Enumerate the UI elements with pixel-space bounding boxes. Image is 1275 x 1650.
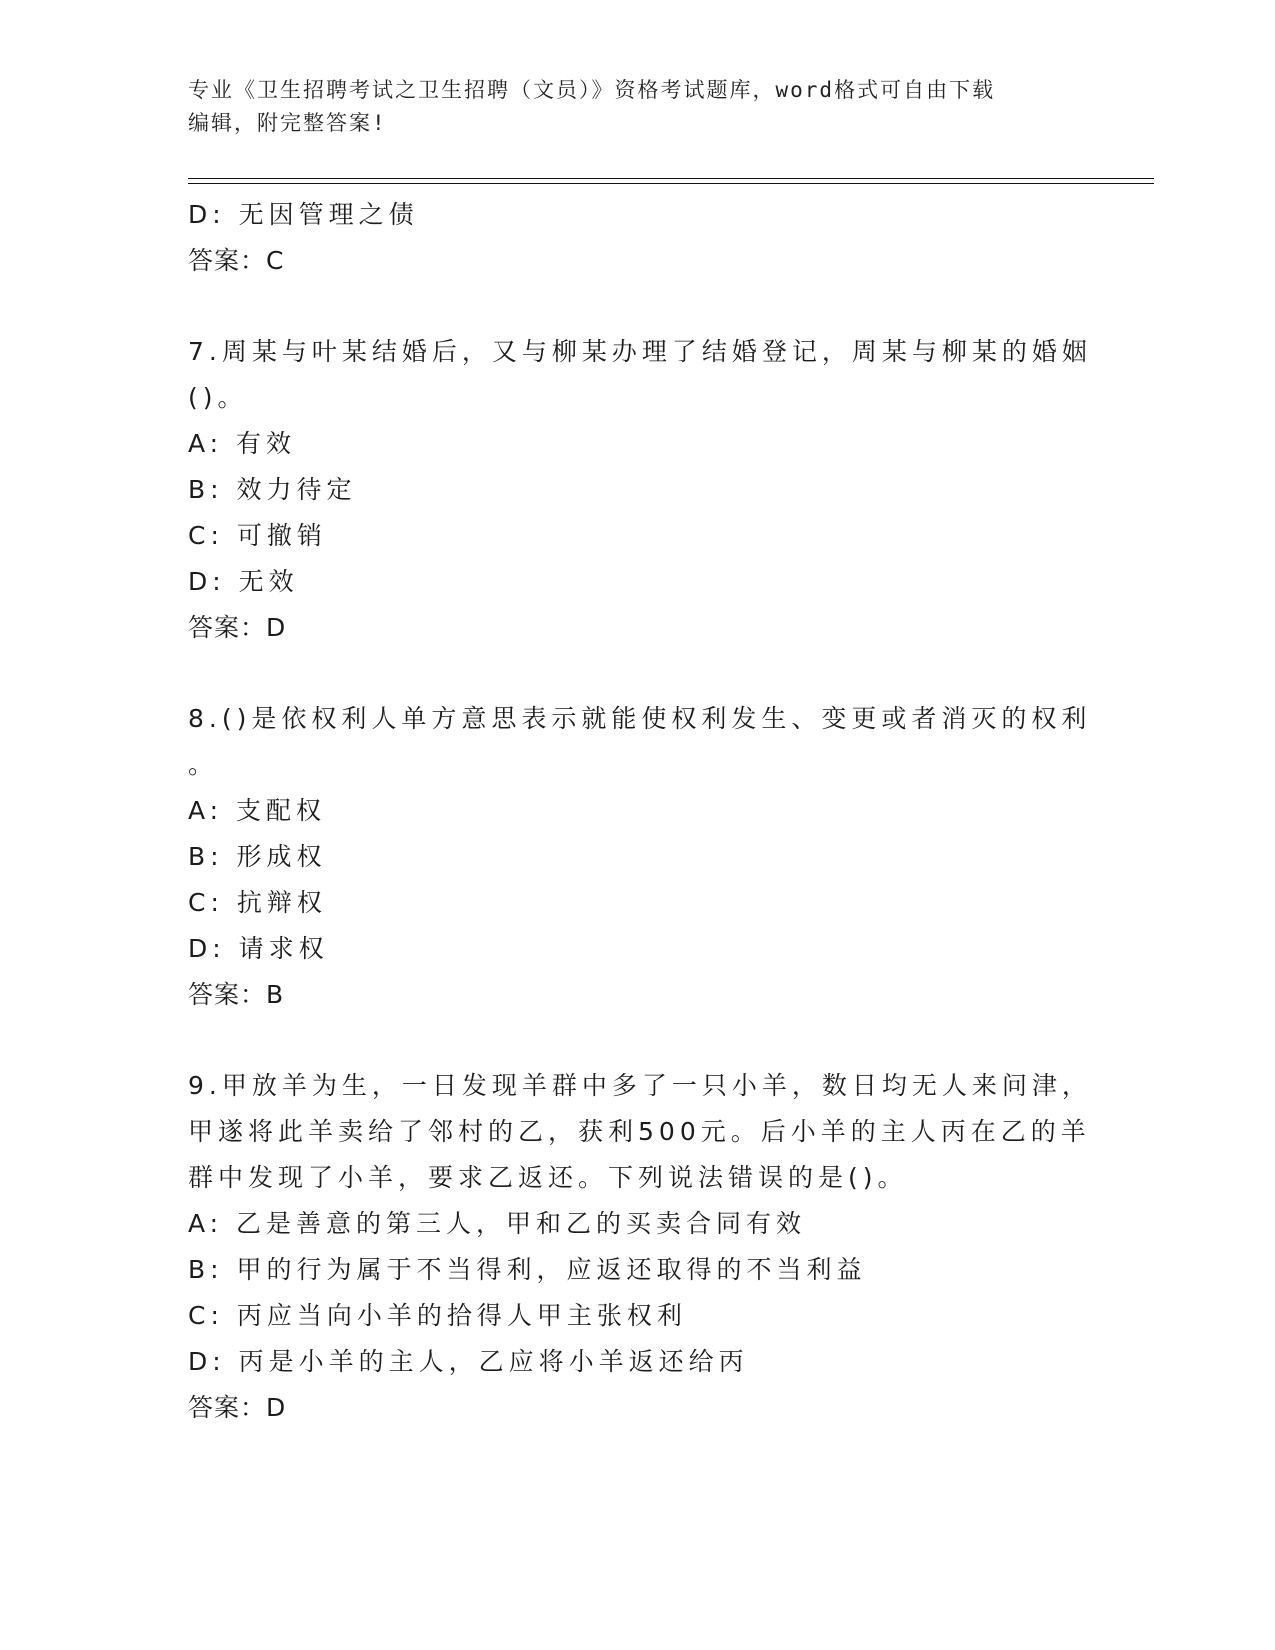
header-line-2: 编辑，附完整答案! xyxy=(188,111,387,135)
spacer xyxy=(188,284,1088,329)
header-line-1: 专业《卫生招聘考试之卫生招聘（文员）》资格考试题库，word格式可自由下载 xyxy=(188,78,996,102)
question-7 xyxy=(188,329,1092,651)
option-c: C: 丙应当向小羊的拾得人甲主张权利 xyxy=(188,1301,687,1330)
option-b: B: 效力待定 xyxy=(188,475,357,504)
question-stem-line: 8.()是依权利人单方意思表示就能使权利发生、变更或者消灭的权利 xyxy=(188,704,1092,733)
option-a: A: 乙是善意的第三人，甲和乙的买卖合同有效 xyxy=(188,1209,807,1238)
option-a: A: 支配权 xyxy=(188,796,327,825)
answer-line: 答案：B xyxy=(188,980,285,1009)
option-c: C: 抗辩权 xyxy=(188,888,327,917)
question-content xyxy=(188,192,1092,1431)
question-stem-line: ()。 xyxy=(188,383,248,412)
question-stem-line: 9.甲放羊为生，一日发现羊群中多了一只小羊，数日均无人来问津， xyxy=(188,1071,1092,1100)
previous-question-tail xyxy=(188,192,1088,284)
answer-line: 答案：D xyxy=(188,1393,287,1422)
option-d: D: 丙是小羊的主人，乙应将小羊返还给丙 xyxy=(188,1347,749,1376)
option-d: D: 无因管理之债 xyxy=(188,200,419,229)
question-stem-line: 群中发现了小羊，要求乙返还。下列说法错误的是()。 xyxy=(188,1163,908,1192)
option-a: A: 有效 xyxy=(188,429,297,458)
header-divider-bottom xyxy=(188,183,1154,184)
answer-line: 答案：C xyxy=(188,246,285,275)
option-b: B: 甲的行为属于不当得利，应返还取得的不当利益 xyxy=(188,1255,867,1284)
option-d: D: 无效 xyxy=(188,567,299,596)
answer-line: 答案：D xyxy=(188,613,287,642)
option-b: B: 形成权 xyxy=(188,842,327,871)
spacer xyxy=(188,1018,1088,1063)
question-9 xyxy=(188,1063,1092,1431)
option-d: D: 请求权 xyxy=(188,934,329,963)
question-stem-line: 7.周某与叶某结婚后，又与柳某办理了结婚登记，周某与柳某的婚姻 xyxy=(188,337,1092,366)
option-c: C: 可撤销 xyxy=(188,521,327,550)
header-divider-top xyxy=(188,178,1154,179)
spacer xyxy=(188,651,1088,696)
question-stem-line: 。 xyxy=(188,750,219,779)
document-header xyxy=(188,74,1088,140)
question-8 xyxy=(188,696,1092,1018)
question-stem-line: 甲遂将此羊卖给了邻村的乙，获利500元。后小羊的主人丙在乙的羊 xyxy=(188,1117,1091,1146)
